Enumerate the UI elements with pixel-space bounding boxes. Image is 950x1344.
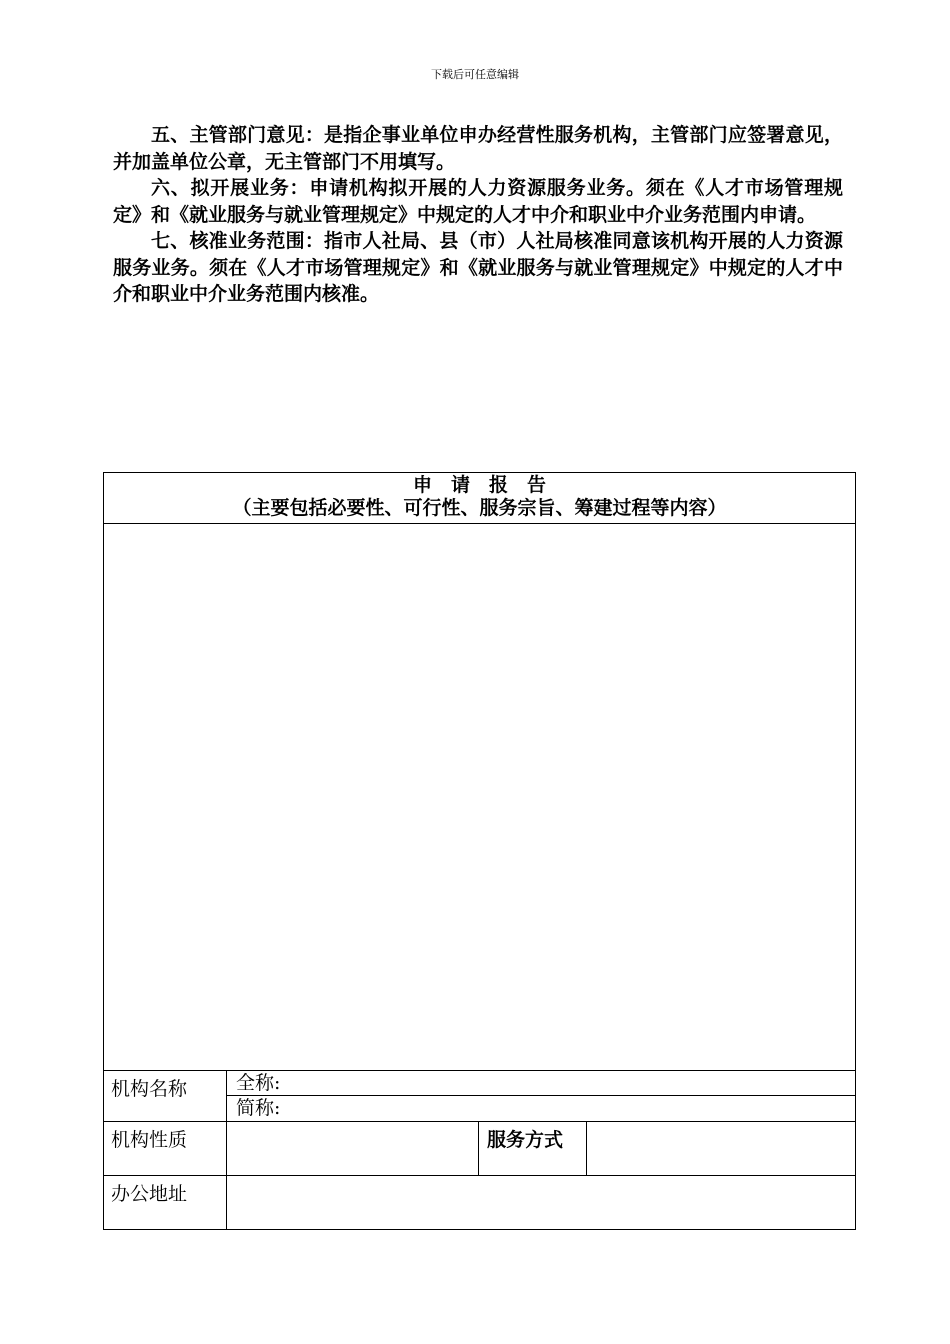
instructions — [113, 122, 843, 308]
service-mode-field[interactable] — [587, 1121, 856, 1175]
instruction-paragraph-5: 五、主管部门意见：是指企事业单位申办经营性服务机构，主管部门应签署意见，并加盖单位公章，无主管部门不用填写。 — [113, 124, 843, 173]
org-nature-field[interactable] — [227, 1121, 479, 1175]
org-nature-label: 机构性质 — [104, 1121, 227, 1175]
office-address-field[interactable] — [227, 1175, 856, 1229]
short-name-field[interactable] — [227, 1096, 856, 1121]
short-name-label: 简称: — [236, 1097, 281, 1120]
office-address-label: 办公地址 — [104, 1175, 227, 1229]
page-header: 下载后可任意编辑 — [431, 68, 519, 81]
form-title: 申 请 报 告 — [413, 474, 547, 496]
application-form — [103, 472, 856, 1230]
report-content-area[interactable] — [104, 524, 856, 1071]
service-mode-label: 服务方式 — [479, 1121, 587, 1175]
form-title-cell — [104, 473, 856, 524]
form-subtitle: （主要包括必要性、可行性、服务宗旨、筹建过程等内容） — [232, 497, 727, 519]
full-name-field[interactable] — [227, 1071, 856, 1096]
org-name-label: 机构名称 — [104, 1071, 227, 1121]
full-name-label: 全称: — [236, 1072, 281, 1095]
instruction-paragraph-7: 七、核准业务范围：指市人社局、县（市）人社局核准同意该机构开展的人力资源服务业务。须在《人才市场管理规定》和《就业服务与就业管理规定》中规定的人才中介和职业中介业务范围内核准。 — [113, 230, 843, 305]
instruction-paragraph-6: 六、拟开展业务：申请机构拟开展的人力资源服务业务。须在《人才市场管理规定》和《就业服务与就业管理规定》中规定的人才中介和职业中介业务范围内申请。 — [113, 177, 843, 226]
